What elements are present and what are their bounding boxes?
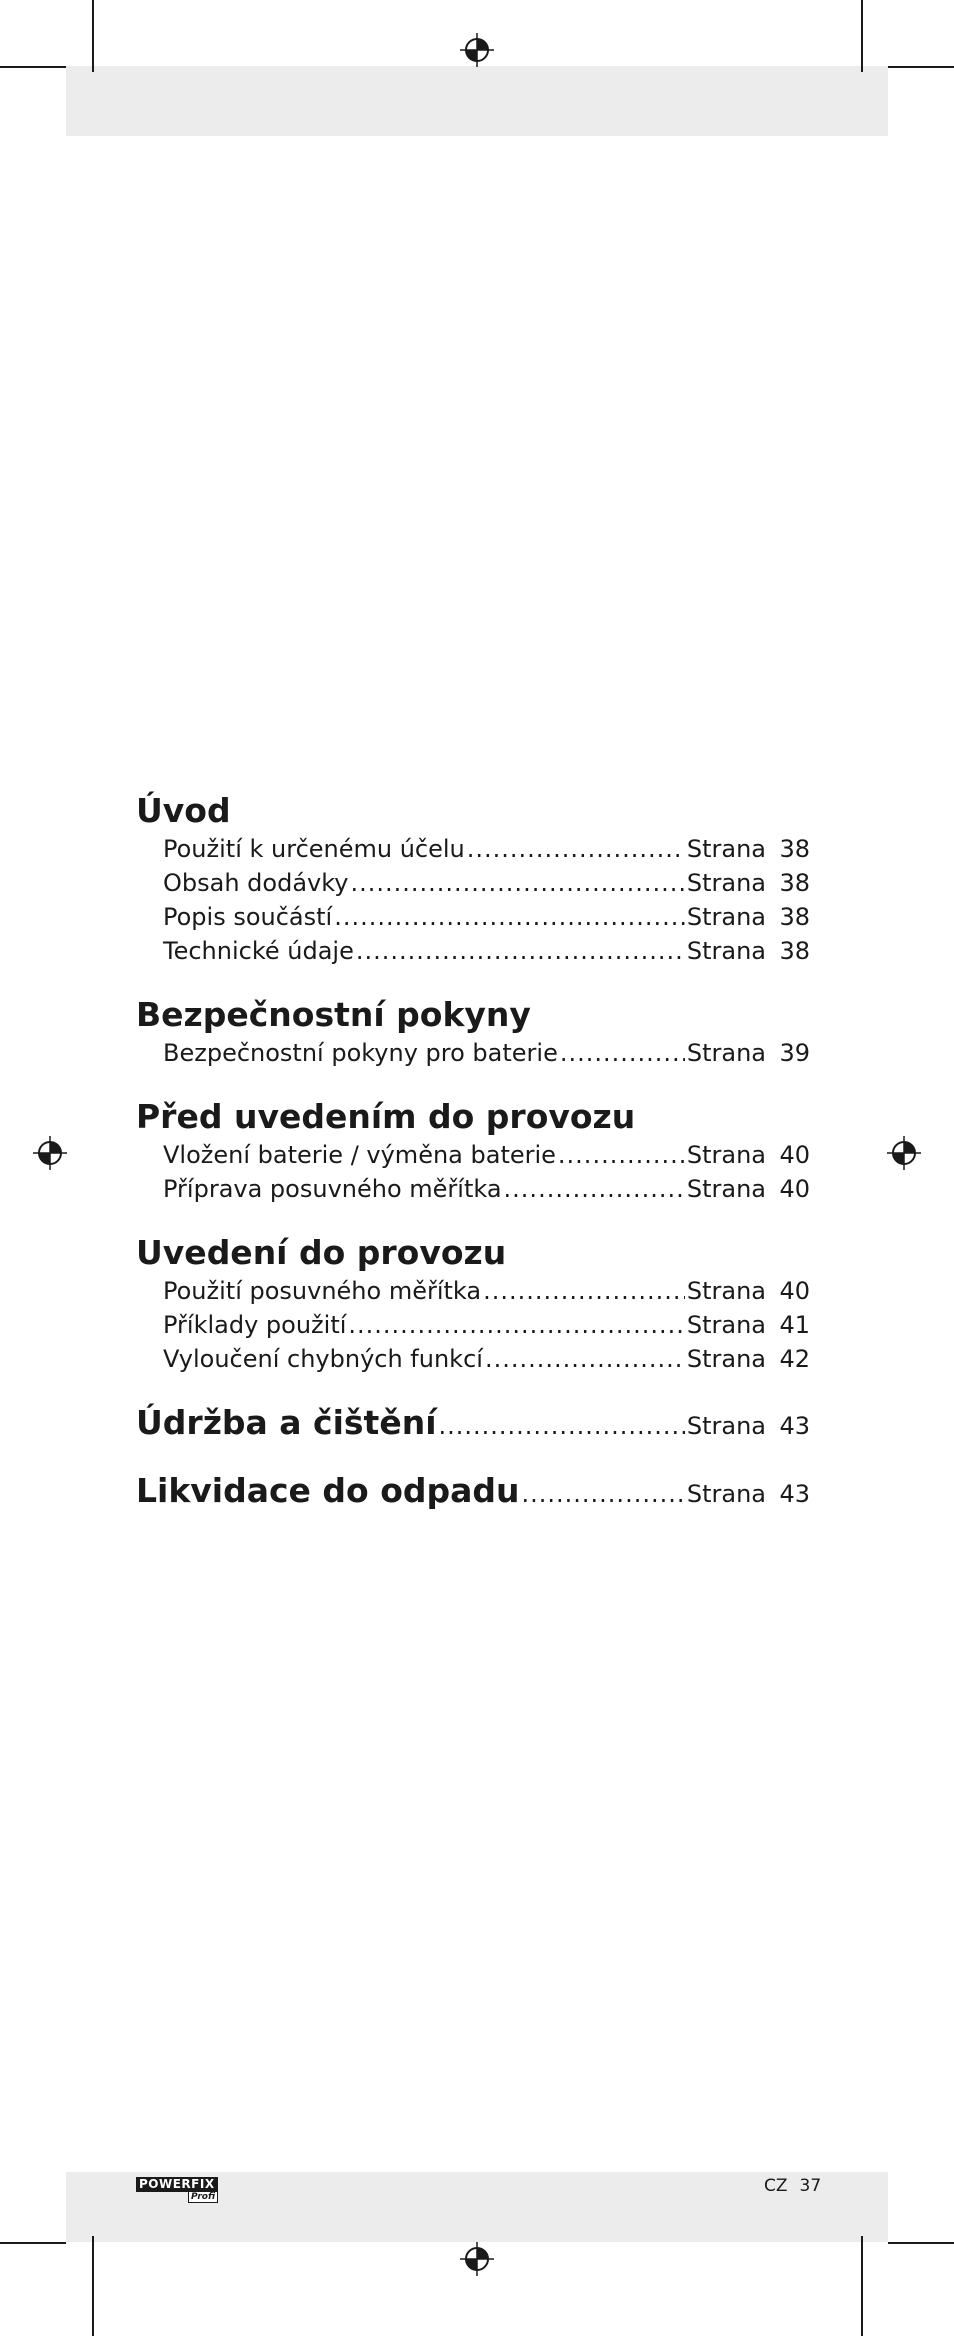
section-title: Uvedení do provozu [136, 1233, 507, 1272]
page-word: Strana [686, 1412, 766, 1440]
page-word: Strana [686, 1480, 766, 1508]
page-word: Strana [686, 835, 766, 863]
logo-main-text: POWERFIX [136, 2177, 218, 2192]
entry-label: Příklady použití [163, 1311, 347, 1339]
entry-label: Použití k určenému účelu [163, 835, 465, 863]
page-word: Strana [686, 1141, 766, 1169]
page-number: 38 [779, 937, 810, 965]
page-number: 38 [779, 835, 810, 863]
entry-label: Technické údaje [163, 937, 354, 965]
page-word: Strana [686, 937, 766, 965]
leader-dots [334, 900, 685, 934]
page-number: 43 [779, 1480, 810, 1508]
crop-mark [92, 2236, 94, 2336]
registration-mark-icon [460, 2242, 494, 2276]
leader-dots [439, 1412, 685, 1440]
section-title: Před uvedením do provozu [136, 1097, 636, 1136]
crop-mark [66, 0, 68, 60]
page-number: 38 [779, 903, 810, 931]
page-footer [764, 2176, 821, 2196]
toc-entry[interactable] [136, 1172, 810, 1206]
toc-section-pred-uvedenim [136, 1096, 810, 1206]
page-number: 39 [779, 1039, 810, 1067]
entry-label: Příprava posuvného měřítka [163, 1175, 502, 1203]
crop-mark [861, 0, 863, 72]
page-word: Strana [686, 869, 766, 897]
page-word: Strana [686, 1039, 766, 1067]
toc-entry[interactable] [136, 832, 810, 866]
section-title: Úvod [136, 791, 231, 830]
header-band [66, 66, 888, 136]
toc-section-likvidace [136, 1470, 810, 1512]
crop-mark [861, 2236, 863, 2336]
page-number: 40 [779, 1141, 810, 1169]
crop-mark [0, 2242, 66, 2244]
entry-label: Bezpečnostní pokyny pro baterie [163, 1039, 558, 1067]
page-number: 42 [779, 1345, 810, 1373]
leader-dots [560, 1036, 685, 1070]
page-number-footer: 37 [799, 2176, 822, 2196]
page-number: 40 [779, 1277, 810, 1305]
page-word: Strana [686, 1175, 766, 1203]
brand-logo [136, 2177, 228, 2205]
leader-dots [558, 1138, 685, 1172]
toc-entry[interactable] [136, 1274, 810, 1308]
crop-mark [888, 2242, 954, 2244]
toc-entry[interactable] [136, 866, 810, 900]
registration-mark-icon [887, 1136, 921, 1170]
entry-label: Popis součástí [163, 903, 333, 931]
page-word: Strana [686, 1277, 766, 1305]
leader-dots [485, 1342, 685, 1376]
entry-label: Obsah dodávky [163, 869, 349, 897]
page-number: 43 [779, 1412, 810, 1440]
section-title: Likvidace do odpadu [136, 1471, 520, 1510]
toc-heading-entry[interactable] [136, 1402, 810, 1444]
page-number: 38 [779, 869, 810, 897]
toc-section-udrzba [136, 1402, 810, 1444]
crop-mark [888, 66, 954, 68]
toc-entry[interactable] [136, 1036, 810, 1070]
page-number: 41 [779, 1311, 810, 1339]
registration-mark-icon [33, 1136, 67, 1170]
toc-entry[interactable] [136, 1138, 810, 1172]
crop-mark [92, 0, 94, 72]
leader-dots [348, 1308, 684, 1342]
logo-sub-text: Profi [188, 2191, 218, 2203]
crop-mark [0, 66, 66, 68]
page-word: Strana [686, 903, 766, 931]
toc-section-uvod [136, 790, 810, 968]
toc-heading-entry[interactable] [136, 1470, 810, 1512]
entry-label: Vyloučení chybných funkcí [163, 1345, 483, 1373]
section-title: Bezpečnostní pokyny [136, 995, 531, 1034]
toc-entry[interactable] [136, 900, 810, 934]
leader-dots [467, 832, 685, 866]
table-of-contents [136, 790, 810, 1538]
entry-label: Vložení baterie / výměna baterie [163, 1141, 556, 1169]
language-code: CZ [764, 2176, 788, 2196]
toc-entry[interactable] [136, 1308, 810, 1342]
page-word: Strana [686, 1311, 766, 1339]
toc-entry[interactable] [136, 934, 810, 968]
toc-entry[interactable] [136, 1342, 810, 1376]
leader-dots [504, 1172, 685, 1206]
leader-dots [483, 1274, 685, 1308]
toc-section-bezpecnostni-pokyny [136, 994, 810, 1070]
page-number: 40 [779, 1175, 810, 1203]
leader-dots [522, 1480, 685, 1508]
leader-dots [356, 934, 685, 968]
registration-mark-icon [460, 33, 494, 67]
leader-dots [350, 866, 684, 900]
entry-label: Použití posuvného měřítka [163, 1277, 482, 1305]
page-word: Strana [686, 1345, 766, 1373]
toc-section-uvedeni-do-provozu [136, 1232, 810, 1376]
section-title: Údržba a čištění [136, 1403, 437, 1442]
